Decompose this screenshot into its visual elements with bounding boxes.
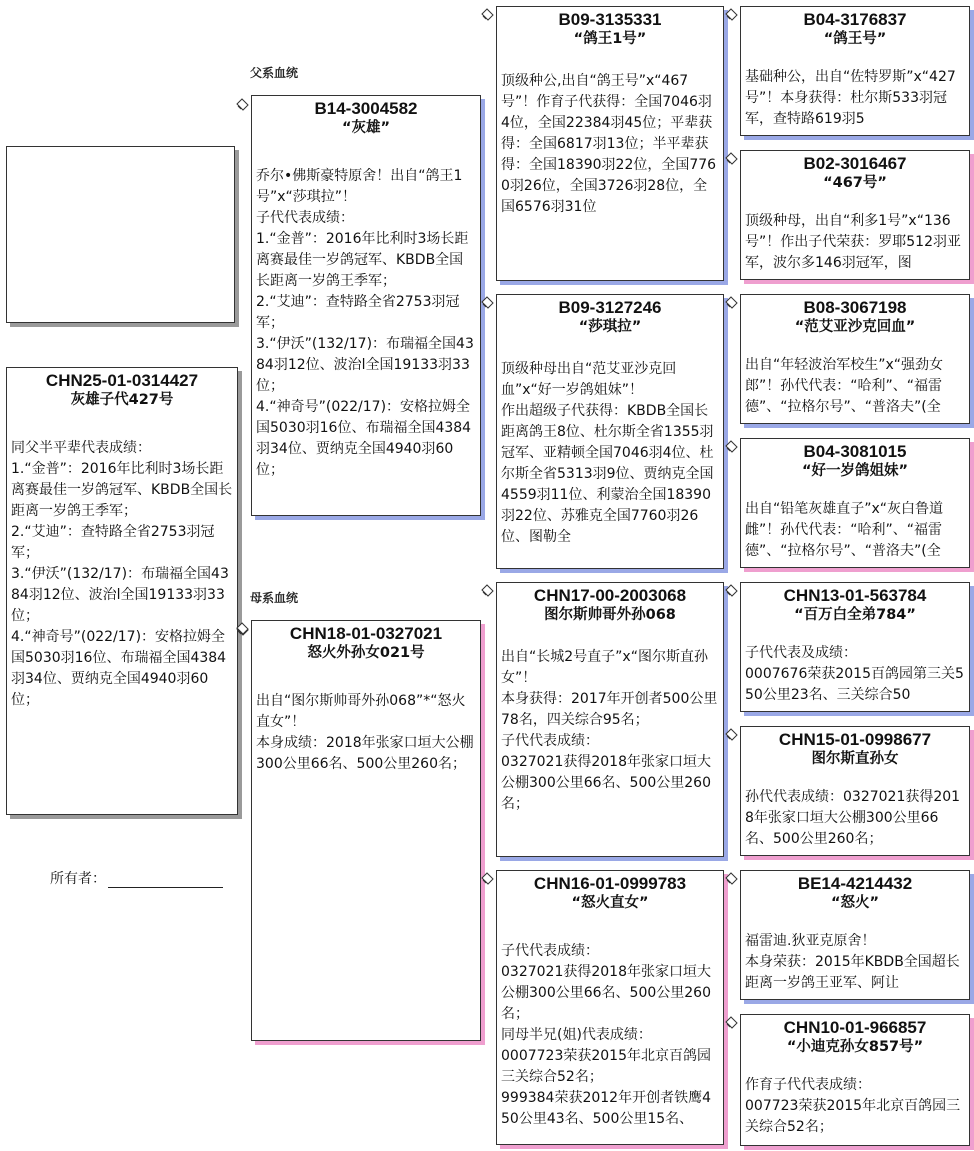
pigeon-description: 出自“年轻波治军校生”x“强劲女郎”！孙代代表：“哈利”、“福雷德”、“拉格尔号”、“普洛夫”(全 xyxy=(745,357,944,415)
pigeon-name: 怒火外孙女021号 xyxy=(307,645,425,661)
ssd-card[interactable] xyxy=(740,150,970,280)
pigeon-name: “467号” xyxy=(823,175,887,191)
sire-dam-card[interactable] xyxy=(496,294,724,569)
pigeon-description: 孙代代表成绩：0327021获得2018年张家口垣大公棚300公里66名、500公里260名； xyxy=(745,789,961,847)
pigeon-name: “灰雄” xyxy=(341,120,391,136)
sire-card[interactable] xyxy=(251,95,481,516)
owner-signature-line[interactable] xyxy=(108,873,223,888)
sire-line-label: 父系血统 xyxy=(250,66,299,80)
link-marker-icon xyxy=(481,296,494,309)
pigeon-name: “鸽王1号” xyxy=(573,31,647,47)
subject-card[interactable] xyxy=(6,367,238,815)
link-marker-icon xyxy=(725,1016,738,1029)
ring-number: B14-3004582 xyxy=(314,99,418,118)
link-marker-icon xyxy=(481,872,494,885)
ring-number: B02-3016467 xyxy=(803,154,907,173)
pigeon-description: 同父半平辈代表成绩： 1.“金普”：2016年比利时3场长距离赛最佳一岁鸽冠军、KBDB全国长距离一岁鸽王季军； 2.“艾迪”：查特路全省2753羽冠军； 3.“伊沃”(132/17)：布瑞福全国4384羽12位、波治l全国19133羽33位； 4.“神奇号”(022/17)：安格拉姆全国5030羽16位、布瑞福全国4384羽34位、贾纳克全国4940羽60位； xyxy=(11,440,233,708)
link-marker-icon xyxy=(725,8,738,21)
owner-label: 所有者： xyxy=(50,871,106,887)
pigeon-description: 顶级种母，出自“利多1号”x“136号”！作出子代荣获：罗耶512羽亚军，波尔多146羽冠军，图 xyxy=(745,213,961,271)
ring-number: CHN17-00-2003068 xyxy=(533,586,687,605)
ring-number: B09-3127246 xyxy=(558,298,662,317)
pigeon-description: 福雷迪.狄亚克原舍！ 本身荣获：2015年KBDB全国超长距离一岁鸽王亚军、阿让 xyxy=(745,933,960,991)
pigeon-name: 图尔斯帅哥外孙068 xyxy=(544,607,676,623)
pigeon-name: “莎琪拉” xyxy=(578,319,642,335)
ring-number: CHN18-01-0327021 xyxy=(289,624,443,643)
owner-field xyxy=(50,868,223,888)
pigeon-description: 出自“图尔斯帅哥外孙068”*“怒火直女”！ 本身成绩：2018年张家口垣大公棚300公里66名、500公里260名； xyxy=(256,693,474,772)
ring-number: CHN15-01-0998677 xyxy=(778,730,932,749)
dsd-card[interactable] xyxy=(740,726,970,856)
link-marker-icon xyxy=(725,440,738,453)
pigeon-description: 乔尔•佛斯豪特原舍！出自“鸽王1号”x“莎琪拉”！ 子代代表成绩： 1.“金普”：2016年比利时3场长距离赛最佳一岁鸽冠军、KBDB全国长距离一岁鸽王季军； 2.“艾迪”：查特路全省2753羽冠军； 3.“伊沃”(132/17)：布瑞福全国4384羽12位、波治l全国19133羽33位； 4.“神奇号”(022/17)：安格拉姆全国5030羽16位、布瑞福全国4384羽34位、贾纳克全国4940羽60位； xyxy=(256,168,474,478)
link-marker-icon xyxy=(725,584,738,597)
pigeon-name: “范艾亚沙克回血” xyxy=(794,319,916,335)
pigeon-description: 子代代表成绩： 0327021获得2018年张家口垣大公棚300公里66名、500公里260名； 同母半兄(姐)代表成绩： 0007723荣获2015年北京百鸽园三关综合52名； 999384荣获2012年开创者铁鹰450公里43名、500公里15名、 xyxy=(501,943,711,1127)
ring-number: CHN13-01-563784 xyxy=(783,586,927,605)
link-marker-icon xyxy=(725,872,738,885)
link-marker-icon xyxy=(725,728,738,741)
dam-line-label: 母系血统 xyxy=(250,591,299,605)
dam-dam-card[interactable] xyxy=(496,870,724,1145)
pigeon-name: 图尔斯直孙女 xyxy=(811,751,899,767)
pigeon-name: 灰雄子代427号 xyxy=(70,392,174,408)
link-marker-icon xyxy=(725,296,738,309)
pigeon-description: 顶级种母出自“范艾亚沙克回血”x“好一岁鸽姐妹”！ 作出超级子代获得：KBDB全国长距离鸽王8位、杜尔斯全省1355羽冠军、亚精顿全国7046羽4位、杜尔斯全省5313羽9位、贾纳克全国4559羽11位、利蒙治全国18390羽22位、苏雅克全国7760羽26位、图勒全 xyxy=(501,361,714,545)
sdd-card[interactable] xyxy=(740,438,970,568)
ring-number: CHN10-01-966857 xyxy=(783,1018,927,1037)
photo-placeholder xyxy=(6,146,235,323)
link-marker-icon xyxy=(481,584,494,597)
sss-card[interactable] xyxy=(740,6,970,136)
ring-number: B09-3135331 xyxy=(558,10,662,29)
sire-sire-card[interactable] xyxy=(496,6,724,281)
ring-number: B04-3081015 xyxy=(803,442,907,461)
dam-sire-card[interactable] xyxy=(496,582,724,857)
pigeon-name: “好一岁鸽姐妹” xyxy=(801,463,909,479)
pigeon-description: 子代代表及成绩： 0007676荣获2015百鸽园第三关550公里23名、三关综合50 xyxy=(745,645,964,703)
pigeon-description: 作育子代代表成绩： 007723荣获2015年北京百鸽园三关综合52名； xyxy=(745,1077,961,1135)
ring-number: BE14-4214432 xyxy=(797,874,913,893)
sds-card[interactable] xyxy=(740,294,970,424)
pigeon-name: “怒火” xyxy=(830,895,880,911)
dds-card[interactable] xyxy=(740,870,970,1000)
link-marker-icon xyxy=(236,622,249,635)
ddd-card[interactable] xyxy=(740,1014,970,1146)
pigeon-description: 基础种公，出自“佐特罗斯”x“427号”！本身获得：杜尔斯533羽冠军，查特路619羽5 xyxy=(745,69,956,127)
pigeon-name: “怒火直女” xyxy=(571,895,649,911)
dss-card[interactable] xyxy=(740,582,970,712)
ring-number: B04-3176837 xyxy=(803,10,907,29)
ring-number: B08-3067198 xyxy=(803,298,907,317)
pigeon-name: “小迪克孙女857号” xyxy=(786,1039,924,1055)
dam-card[interactable] xyxy=(251,620,481,1041)
ring-number: CHN25-01-0314427 xyxy=(45,371,199,390)
link-marker-icon xyxy=(481,8,494,21)
pigeon-description: 顶级种公,出自“鸽王号”x“467号”！作育子代获得：全国7046羽4位，全国22384羽45位；平辈获得：全国6817羽13位；半平辈获得：全国18390羽22位，全国7760羽26位，全国3726羽28位，全国6576羽31位 xyxy=(501,73,717,215)
link-marker-icon xyxy=(725,152,738,165)
pigeon-description: 出自“长城2号直子”x“图尔斯直孙女”！ 本身获得：2017年开创者500公里78名，四关综合95名； 子代代表成绩： 0327021获得2018年张家口垣大公棚300公里66名、500公里260名； xyxy=(501,649,718,812)
pigeon-name: “鸽王号” xyxy=(823,31,887,47)
link-marker-icon xyxy=(236,98,249,111)
pigeon-description: 出自“铅笔灰雄直子”x“灰白鲁道雌”！孙代代表：“哈利”、“福雷德”、“拉格尔号”、“普洛夫”(全 xyxy=(745,501,944,559)
ring-number: CHN16-01-0999783 xyxy=(533,874,687,893)
pigeon-name: “百万白全弟784” xyxy=(794,607,916,623)
